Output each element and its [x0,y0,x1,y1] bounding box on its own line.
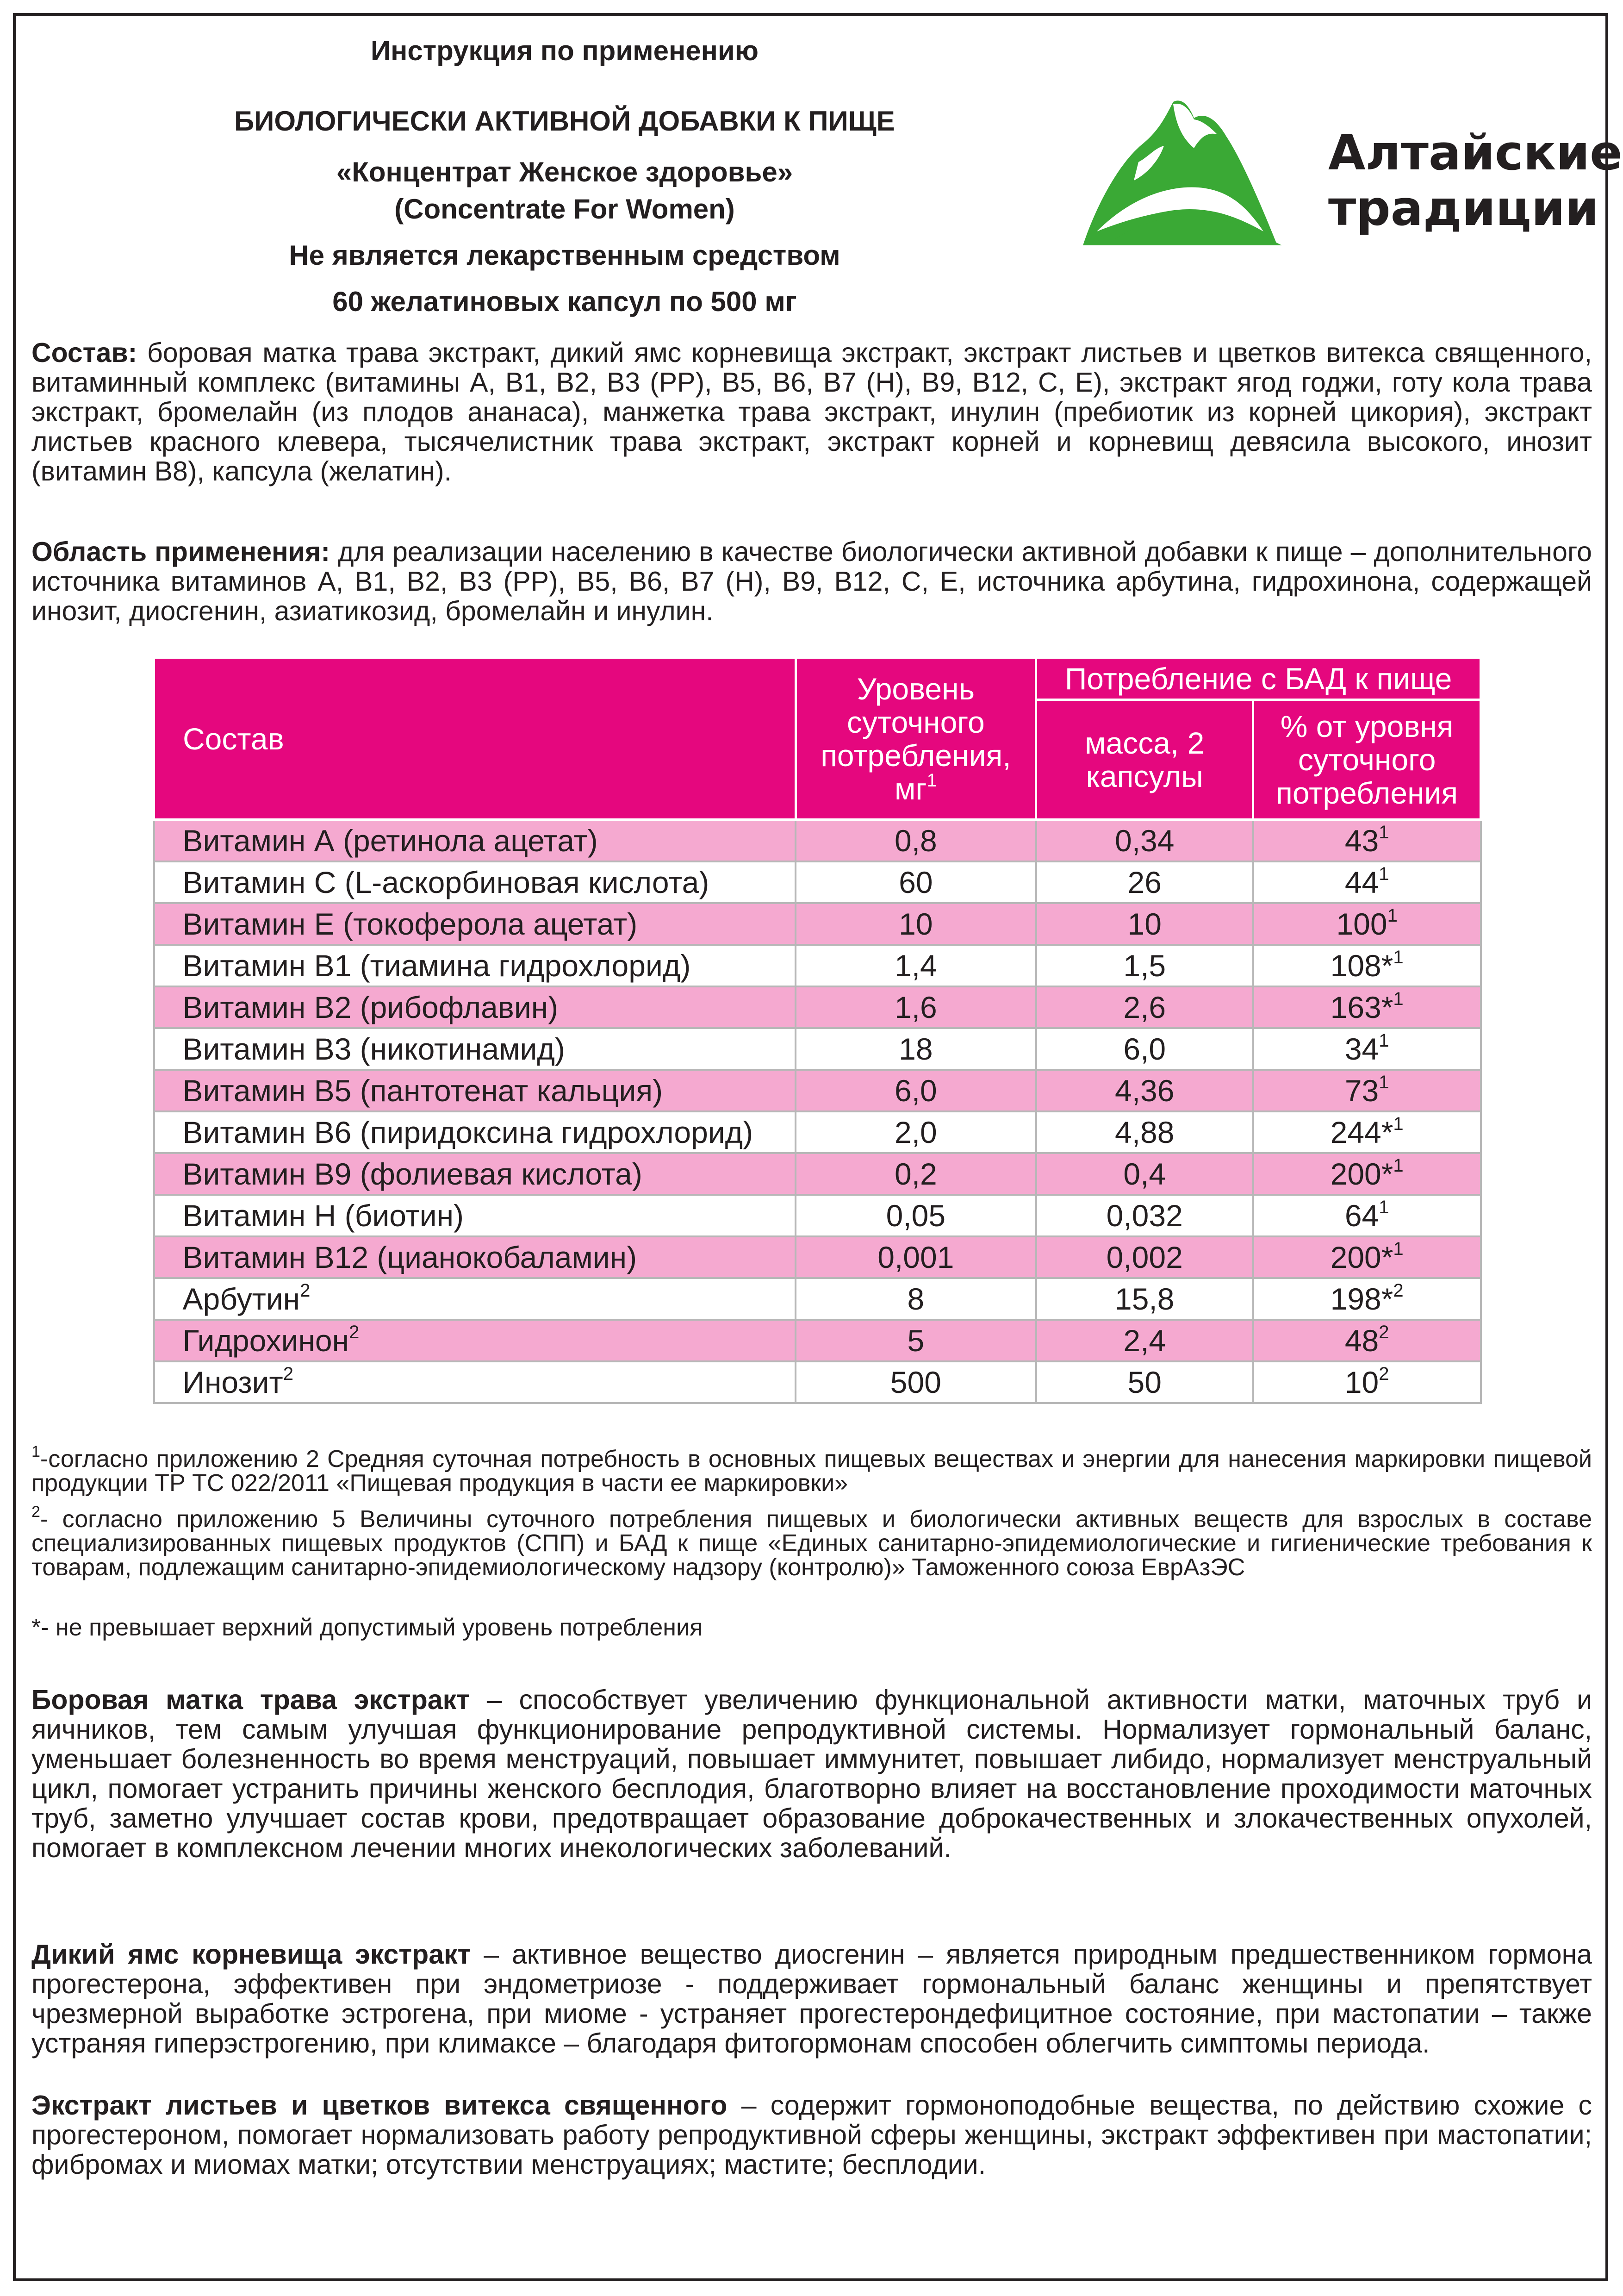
cell-name: Витамин Н (биотин) [154,1195,796,1236]
table-row [154,1070,1481,1111]
logo-text-line1: Алтайские [1328,125,1623,181]
application-paragraph [31,537,1592,626]
cell-mass: 4,36 [1036,1070,1253,1111]
footnote-3: *- не превышает верхний допустимый уровень потребления [31,1614,703,1641]
table-row [154,820,1481,862]
cell-mass: 10 [1036,903,1253,945]
cell-percent: 200*$^1$ [1253,1153,1481,1195]
table-row [154,861,1481,903]
cell-name: Витамин С (L-аскорбиновая кислота) [154,861,796,903]
nutrient-table [153,656,1482,1404]
not-medicine-note: Не является лекарственным средством [289,240,840,271]
cell-name: Витамин В9 (фолиевая кислота) [154,1153,796,1195]
section-viteks: Экстракт листьев и цветков витекса священного – содержит гормоноподобные вещества, по действию схожие с прогестероном, помогает нормализовать работу репродуктивной сферы женщины, экстракт эффективен при мастопатии; фибромах и миомах матки; отсутствии менструациях; мастите; бесплодии. [31,2090,1592,2180]
cell-name: Витамин В6 (пиридоксина гидрохлорид) [154,1111,796,1153]
cell-level: 10 [796,903,1036,945]
mountain-logo-icon [1078,93,1310,259]
cell-mass: 1,5 [1036,945,1253,986]
cell-percent: $73^1$ [1253,1070,1481,1111]
cell-level: 1,4 [796,945,1036,986]
cell-level: 0,001 [796,1236,1036,1278]
cell-name: Инозит$^2$ [154,1361,796,1403]
col-header-daily-level: Уровень суточного потребления, $мг^1$ [796,658,1036,820]
cell-percent: $34^1$ [1253,1028,1481,1070]
cell-mass: 2,4 [1036,1320,1253,1361]
footnote-1: $^1$-согласно приложению 2 Средняя суточная потребность в основных пищевых веществах и энергии для нанесения маркировки пищевой продукции ТР ТС 022/2011 «Пищевая продукция в части ее маркировки» [31,1443,1592,1497]
cell-level: 0,05 [796,1195,1036,1236]
table-row [154,1195,1481,1236]
table-row [154,1320,1481,1361]
cell-name: Витамин В5 (пантотенат кальция) [154,1070,796,1111]
table-row [154,1361,1481,1403]
cell-level: 18 [796,1028,1036,1070]
cell-mass: 6,0 [1036,1028,1253,1070]
table-row [154,1153,1481,1195]
product-name-en: (Concentrate For Women) [394,193,735,225]
cell-mass: 2,6 [1036,986,1253,1028]
cell-mass: 15,8 [1036,1278,1253,1320]
cell-percent: 200*$^1$ [1253,1236,1481,1278]
cell-percent: 163*$^1$ [1253,986,1481,1028]
cell-level: 6,0 [796,1070,1036,1111]
table-row [154,903,1481,945]
cell-level: 2,0 [796,1111,1036,1153]
cell-name: Витамин В2 (рибофлавин) [154,986,796,1028]
cell-name: Гидрохинон$^2$ [154,1320,796,1361]
cell-percent: $43^1$ [1253,820,1481,862]
cell-percent: 244*$^1$ [1253,1111,1481,1153]
cell-mass: 0,4 [1036,1153,1253,1195]
cell-mass: 26 [1036,861,1253,903]
cell-mass: 4,88 [1036,1111,1253,1153]
cell-percent: $100^1$ [1253,903,1481,945]
cell-mass: 0,34 [1036,820,1253,862]
cell-percent: 108*$^1$ [1253,945,1481,986]
header-title: Инструкция по применению [371,35,759,66]
cell-mass: 50 [1036,1361,1253,1403]
cell-level: 1,6 [796,986,1036,1028]
cell-name: Витамин В3 (никотинамид) [154,1028,796,1070]
cell-level: 5 [796,1320,1036,1361]
table-row [154,945,1481,986]
section-dikiy-yams: Дикий ямс корневища экстракт – активное вещество диосгенин – является природным предшественником гормона прогестерона, эффективен при эндометриозе - поддерживает гормональный баланс женщины и препятствует чрезмерной выработке эстрогена, при миоме - устраняет прогестерондефицитное состояние, при мастопатии – также устраняя гиперэстрогению, при климаксе – благодаря фитогормонам способен облегчить симптомы периода. [31,1939,1592,2059]
cell-level: 8 [796,1278,1036,1320]
composition-paragraph [31,338,1592,486]
table-row [154,986,1481,1028]
footnote-2: $^2$- согласно приложению 5 Величины суточного потребления пищевых и биологически активных веществ для взрослых в составе специализированных пищевых продуктов (СПП) и БАД к пище «Единых санитарно-эпидемиологические и гигиенические требования к товарам, подлежащим санитарно-эпидемиологическому надзору (контролю)» Таможенного союза ЕврАзЭС [31,1503,1592,1581]
col-header-percent: % от уровня суточного потребления [1253,700,1481,820]
cell-mass: 0,032 [1036,1195,1253,1236]
section-borovaya-matka: Боровая матка трава экстракт – способствует увеличению функциональной активности матки, маточных труб и яичников, тем самым улучшая функционирование репродуктивной системы. Нормализует гормональный баланс, уменьшает болезненность во время менструаций, повышает иммунитет, повышает либидо, нормализует менструальный цикл, помогает устранить причины женского бесплодия, благотворно влияет на восстановление проходимости маточных труб, заметно улучшает состав крови, предотвращает образование доброкачественных и злокачественных опухолей, помогает в комплексном лечении многих инекологических заболеваний. [31,1685,1592,1863]
table-row [154,1278,1481,1320]
cell-name: Витамин А (ретинола ацетат) [154,820,796,862]
composition-label: Состав: [31,337,137,368]
logo-text-line2: традиции [1328,180,1599,237]
capsule-info: 60 желатиновых капсул по 500 мг [332,286,797,317]
cell-percent: $44^1$ [1253,861,1481,903]
cell-mass: 0,002 [1036,1236,1253,1278]
cell-level: 0,2 [796,1153,1036,1195]
composition-text: боровая матка трава экстракт, дикий ямс корневища экстракт, экстракт листьев и цветков витекса священного, витаминный комплекс (витамины А, В1, В2, В3 (РР), В5, В6, В7 (Н), В9, В12, С, Е), экстракт ягод годжи, готу кола трава экстракт, бромелайн (из плодов ананаса), манжетка трава экстракт, инулин (пребиотик из корней цикория), экстракт листьев красного клевера, тысячелистник трава экстракт, экстракт корней и корневищ девясила высокого, инозит (витамин В8), капсула (желатин). [31,337,1592,487]
cell-level: 60 [796,861,1036,903]
col-header-group: Потребление с БАД к пище [1036,658,1481,700]
col-header-composition: Состав [154,658,796,820]
cell-percent: $64^1$ [1253,1195,1481,1236]
cell-name: Арбутин$^2$ [154,1278,796,1320]
application-label: Область применения: [31,537,330,567]
table-row [154,1236,1481,1278]
cell-percent: $10^2$ [1253,1361,1481,1403]
cell-level: 0,8 [796,820,1036,862]
cell-percent: 198*$^2$ [1253,1278,1481,1320]
cell-name: Витамин В12 (цианокобаламин) [154,1236,796,1278]
product-name: «Концентрат Женское здоровье» [336,156,793,187]
cell-name: Витамин В1 (тиамина гидрохлорид) [154,945,796,986]
cell-level: 500 [796,1361,1036,1403]
application-text: для реализации населению в качестве биологически активной добавки к пище – дополнительного источника витаминов А, В1, В2, В3 (РР), В5, В6, В7 (Н), В9, В12, С, Е, источника арбутина, гидрохинона, содержащей инозит, диосгенин, азиатикозид, бромелайн и инулин. [31,537,1592,626]
brand-logo [1078,93,1623,259]
cell-name: Витамин Е (токоферола ацетат) [154,903,796,945]
header-subtitle: БИОЛОГИЧЕСКИ АКТИВНОЙ ДОБАВКИ К ПИЩЕ [234,106,895,137]
table-row [154,1111,1481,1153]
cell-percent: $48^2$ [1253,1320,1481,1361]
col-header-mass: масса, 2 капсулы [1036,700,1253,820]
table-row [154,1028,1481,1070]
